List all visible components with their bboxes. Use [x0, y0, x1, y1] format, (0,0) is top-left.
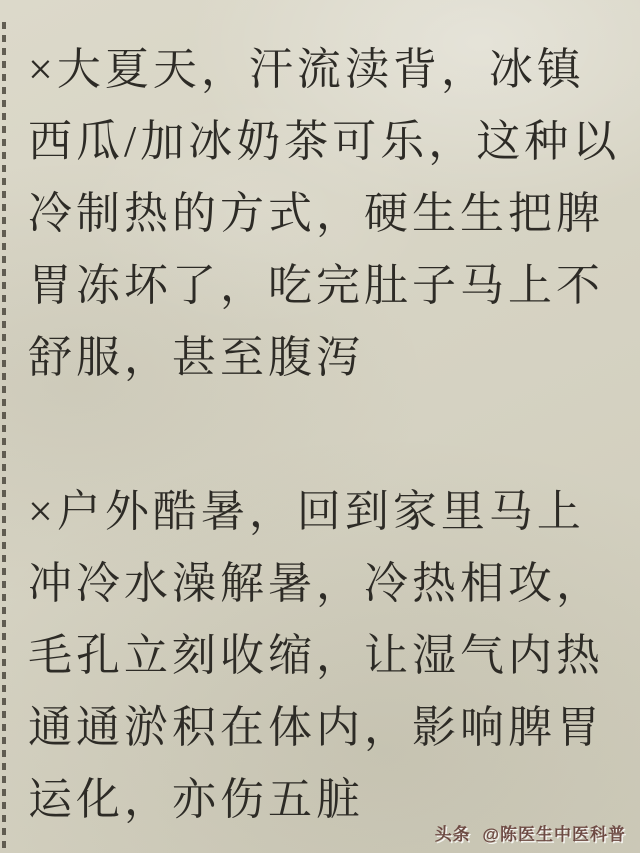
text-line: 胃冻坏了，吃完肚子马上不 — [28, 261, 604, 310]
text-line: 冷制热的方式，硬生生把脾 — [28, 189, 604, 238]
watermark-handle: @陈医生中医科普 — [482, 825, 626, 844]
text-line: 冲冷水澡解暑，冷热相攻， — [28, 559, 604, 608]
perforation-edge — [2, 22, 6, 853]
text-line: 西瓜/加冰奶茶可乐，这种以 — [28, 117, 621, 166]
text-line: 通通淤积在体内，影响脾胃 — [28, 703, 604, 752]
text-line: 舒服，甚至腹泻 — [28, 333, 364, 382]
text-block — [28, 34, 634, 836]
watermark-source-label: 头条 — [434, 825, 471, 844]
text-line: ×户外酷暑，回到家里马上 — [28, 487, 585, 536]
watermark — [435, 820, 626, 845]
text-line: ×大夏天，汗流渎背，冰镇 — [28, 45, 585, 94]
paragraph-cold-shower — [28, 476, 634, 836]
paragraph-summer-cold-drinks — [28, 34, 634, 394]
text-line: 运化，亦伤五脏 — [28, 775, 364, 824]
text-line: 毛孔立刻收缩，让湿气内热 — [28, 631, 604, 680]
